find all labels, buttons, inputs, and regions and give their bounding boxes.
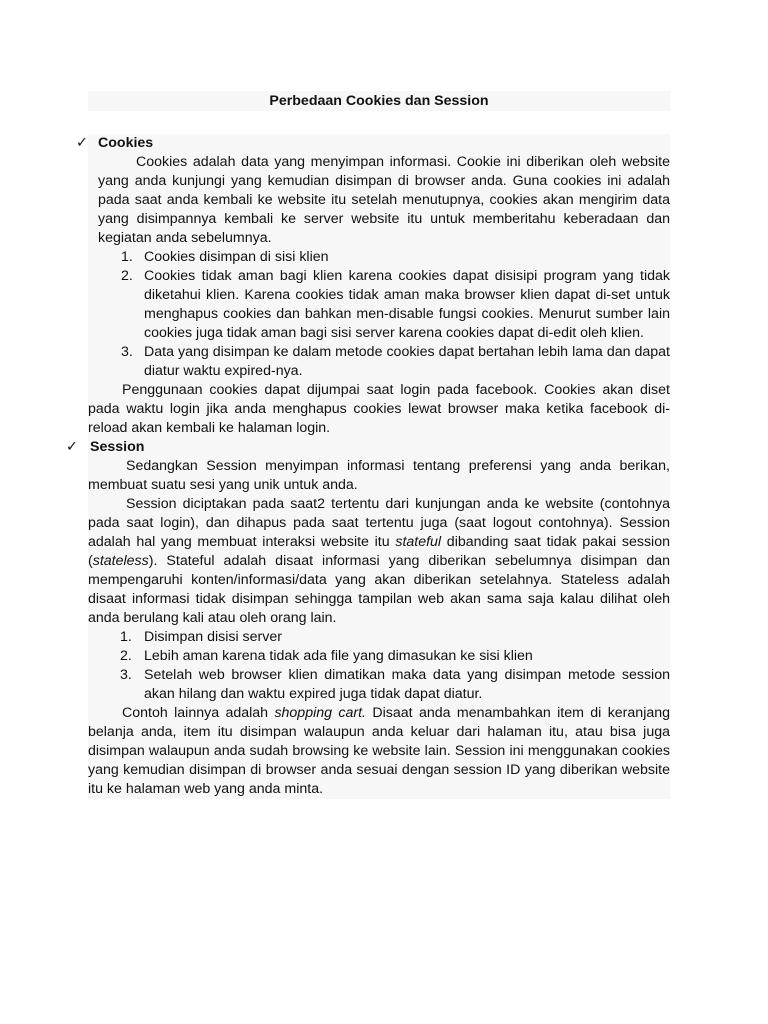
list-item-text: Setelah web browser klien dimatikan maka data yang disimpan metode session akan hilang dan waktu expired juga tidak dapat diatur. bbox=[144, 667, 670, 702]
cookies-intro: Cookies adalah data yang menyimpan informasi. Cookie ini diberikan oleh website yang anda kunjungi yang kemudian disimpan di browser anda. Guna cookies ini adalah pada saat anda kembali ke website itu setelah menutupnya, cookies akan mengirim data yang disimpannya kembali ke server website itu untuk memberitahu keberadaan dan kegiatan anda sebelumnya. bbox=[88, 153, 670, 248]
checkmark-icon: ✓ bbox=[66, 439, 78, 455]
cookies-heading-text: Cookies bbox=[98, 135, 154, 151]
list-number: 1. bbox=[120, 629, 132, 645]
list-item-text: Lebih aman karena tidak ada file yang dimasukan ke sisi klien bbox=[144, 648, 533, 664]
list-item bbox=[88, 666, 670, 704]
text-run: Disaat anda menambahkan item di keranjang belanja anda, item itu disimpan walaupun anda keluar dari halaman itu, atau bisa juga disimpan walaupun anda sudah browsing ke website lain. Session ini menggunakan cookies yang kemudian disimpan di browser anda sesuai dengan session ID yang diberikan website itu ke halaman web yang anda minta. bbox=[88, 705, 671, 797]
list-number: 1. bbox=[121, 249, 133, 265]
text-run: Contoh lainnya adalah bbox=[122, 705, 275, 721]
list-item bbox=[88, 628, 670, 647]
text-run: Session diciptakan pada saat2 tertentu dari kunjungan anda ke website (contohnya pada saat login), dan dihapus pada saat tertentu juga (saat logout contohnya). Session adalah hal yang membuat interaksi website itu bbox=[88, 496, 670, 550]
document-body bbox=[66, 134, 671, 799]
list-item-text: Cookies disimpan di sisi klien bbox=[144, 249, 329, 265]
cookies-heading bbox=[76, 134, 670, 153]
session-paragraph-3 bbox=[88, 704, 670, 799]
session-heading-text: Session bbox=[90, 439, 145, 455]
emphasis-stateful: stateful bbox=[395, 534, 442, 550]
emphasis-shopping-cart: shopping cart. bbox=[274, 705, 366, 721]
list-item bbox=[88, 248, 670, 267]
text-run: dibanding saat tidak pakai session ( bbox=[88, 534, 670, 569]
list-item bbox=[88, 343, 670, 381]
list-item-text: Cookies tidak aman bagi klien karena cookies dapat disisipi program yang tidak diketahui klien. Karena cookies tidak aman maka browser klien dapat di-set untuk menghapus cookies dan bahkan men-disable fungsi cookies. Menurut sumber lain cookies juga tidak aman bagi sisi server karena cookies dapat di-edit oleh klien. bbox=[144, 268, 670, 341]
page-title: Perbedaan Cookies dan Session bbox=[88, 91, 670, 111]
session-paragraph-2 bbox=[88, 495, 670, 628]
session-list bbox=[88, 628, 670, 704]
list-number: 2. bbox=[121, 268, 133, 284]
session-heading bbox=[66, 438, 670, 457]
list-number: 2. bbox=[120, 648, 132, 664]
cookies-list bbox=[88, 248, 670, 381]
list-item bbox=[88, 267, 670, 343]
list-item-text: Data yang disimpan ke dalam metode cookies dapat bertahan lebih lama dan dapat diatur waktu expired-nya. bbox=[144, 344, 670, 379]
list-item bbox=[88, 647, 670, 666]
cookies-usage: Penggunaan cookies dapat dijumpai saat login pada facebook. Cookies akan diset pada waktu login jika anda menghapus cookies lewat browser maka ketika facebook di-reload akan kembali ke halaman login. bbox=[88, 382, 670, 436]
text-run: ). Stateful adalah disaat informasi yang diberikan sebelumnya disimpan dan mempengaruhi konten/informasi/data yang akan diberikan setelahnya. Stateless adalah disaat informasi tidak disimpan sehingga tampilan web akan sama saja kalau dilihat oleh anda berulang kali atau oleh orang lain. bbox=[88, 553, 670, 626]
list-number: 3. bbox=[120, 667, 132, 683]
emphasis-stateless: stateless bbox=[92, 553, 149, 569]
list-number: 3. bbox=[121, 344, 133, 360]
list-item-text: Disimpan disisi server bbox=[144, 629, 282, 645]
checkmark-icon: ✓ bbox=[76, 135, 88, 151]
session-paragraph-1: Sedangkan Session menyimpan informasi tentang preferensi yang anda berikan, membuat suatu sesi yang unik untuk anda. bbox=[88, 458, 670, 493]
